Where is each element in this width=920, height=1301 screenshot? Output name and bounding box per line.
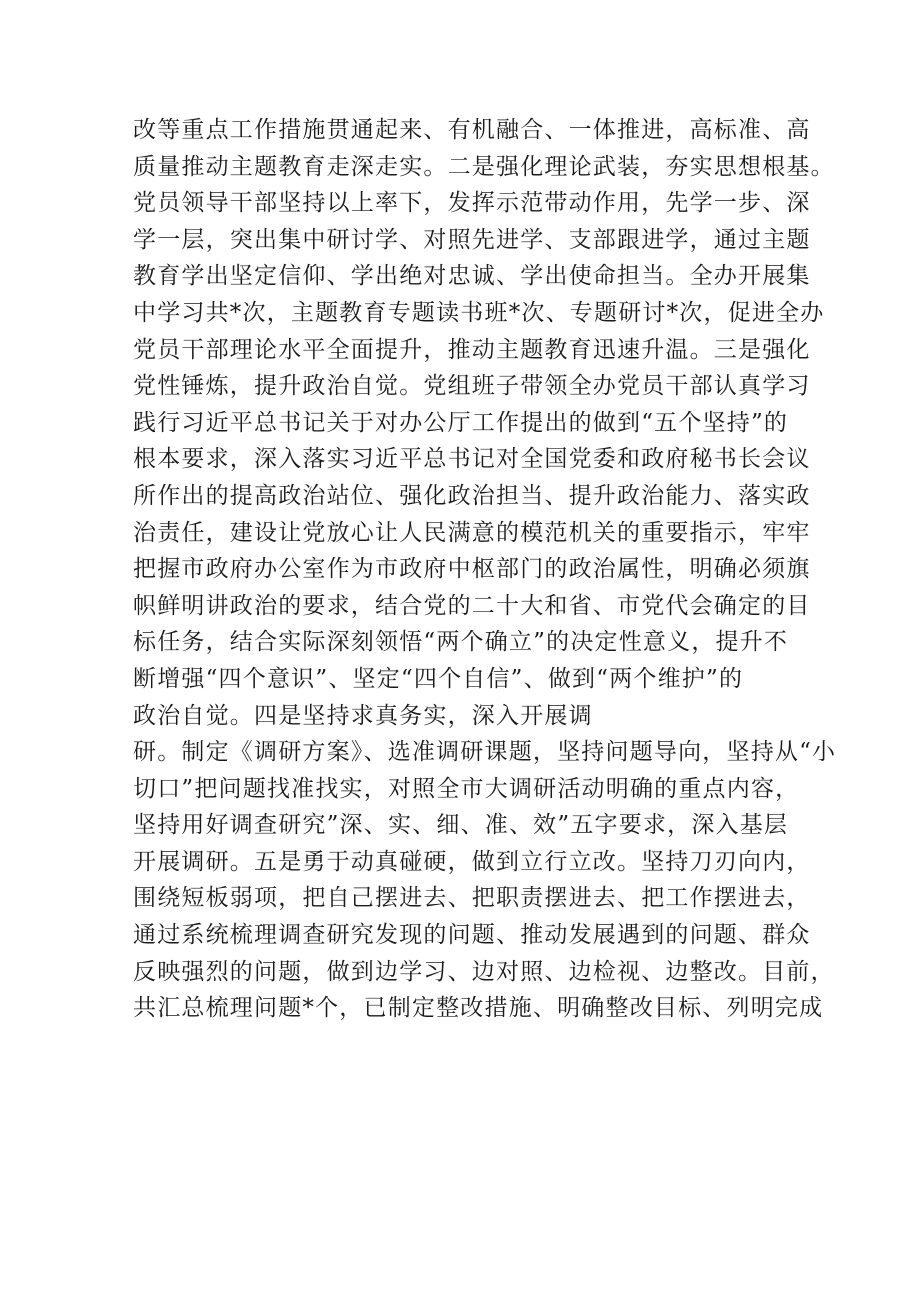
text-line: 研。制定《调研方案》、选准调研课题，坚持问题导向，坚持从“小	[133, 739, 837, 766]
text-line: 所作出的提高政治站位、强化政治担当、提升政治能力、落实政	[133, 482, 811, 509]
text-line: 切口”把问题找准找实，对照全市大调研活动明确的重点内容，	[133, 775, 800, 802]
text-line: 断增强“四个意识”、坚定“四个自信”、做到“两个维护”的	[133, 665, 744, 692]
text-line: 根本要求，深入落实习近平总书记对全国党委和政府秘书长会议	[133, 446, 811, 473]
text-line: 改等重点工作措施贯通起来、有机融合、一体推进，高标准、高	[133, 117, 811, 143]
text-line: 党性锤炼，提升政治自觉。党组班子带领全办党员干部认真学习	[133, 373, 811, 400]
text-line: 帜鲜明讲政治的要求，结合党的二十大和省、市党代会确定的目	[133, 592, 811, 619]
text-line: 坚持用好调查研究”深、实、细、准、效”五字要求，深入基层	[133, 812, 789, 839]
text-line: 治责任，建设让党放心让人民满意的模范机关的重要指示，牢牢	[133, 519, 811, 546]
text-line: 践行习近平总书记关于对办公厅工作提出的做到“五个坚持”的	[133, 409, 789, 436]
text-line: 党员干部理论水平全面提升，推动主题教育迅速升温。三是强化	[133, 336, 811, 363]
text-line: 政治自觉。四是坚持求真务实，深入开展调	[133, 702, 593, 729]
body-text	[133, 112, 837, 1027]
text-line: 质量推动主题教育走深走实。二是强化理论武装，夯实思想根基。	[133, 153, 835, 180]
text-line: 学一层，突出集中研讨学、对照先进学、支部跟进学，通过主题	[133, 226, 811, 253]
text-line: 围绕短板弱项，把自己摆进去、把职责摆进去、把工作摆进去，	[133, 885, 811, 912]
text-line: 反映强烈的问题，做到边学习、边对照、边检视、边整改。目前，	[133, 958, 835, 985]
text-line: 把握市政府办公室作为市政府中枢部门的政治属性，明确必须旗	[133, 556, 811, 583]
text-line: 党员领导干部坚持以上率下，发挥示范带动作用，先学一步、深	[133, 190, 811, 217]
text-line: 共汇总梳理问题*个，已制定整改措施、明确整改目标、列明完成	[133, 995, 824, 1022]
text-line: 中学习共*次，主题教育专题读书班*次、专题研讨*次，促进全办	[133, 299, 825, 326]
text-line: 教育学出坚定信仰、学出绝对忠诚、学出使命担当。全办开展集	[133, 263, 811, 290]
text-line: 标任务，结合实际深刻领悟“两个确立”的决定性意义，提升不	[133, 629, 789, 656]
text-line: 通过系统梳理调查研究发现的问题、推动发展遇到的问题、群众	[133, 922, 811, 949]
text-line: 开展调研。五是勇于动真碰硬，做到立行立改。坚持刀刃向内，	[133, 848, 811, 875]
